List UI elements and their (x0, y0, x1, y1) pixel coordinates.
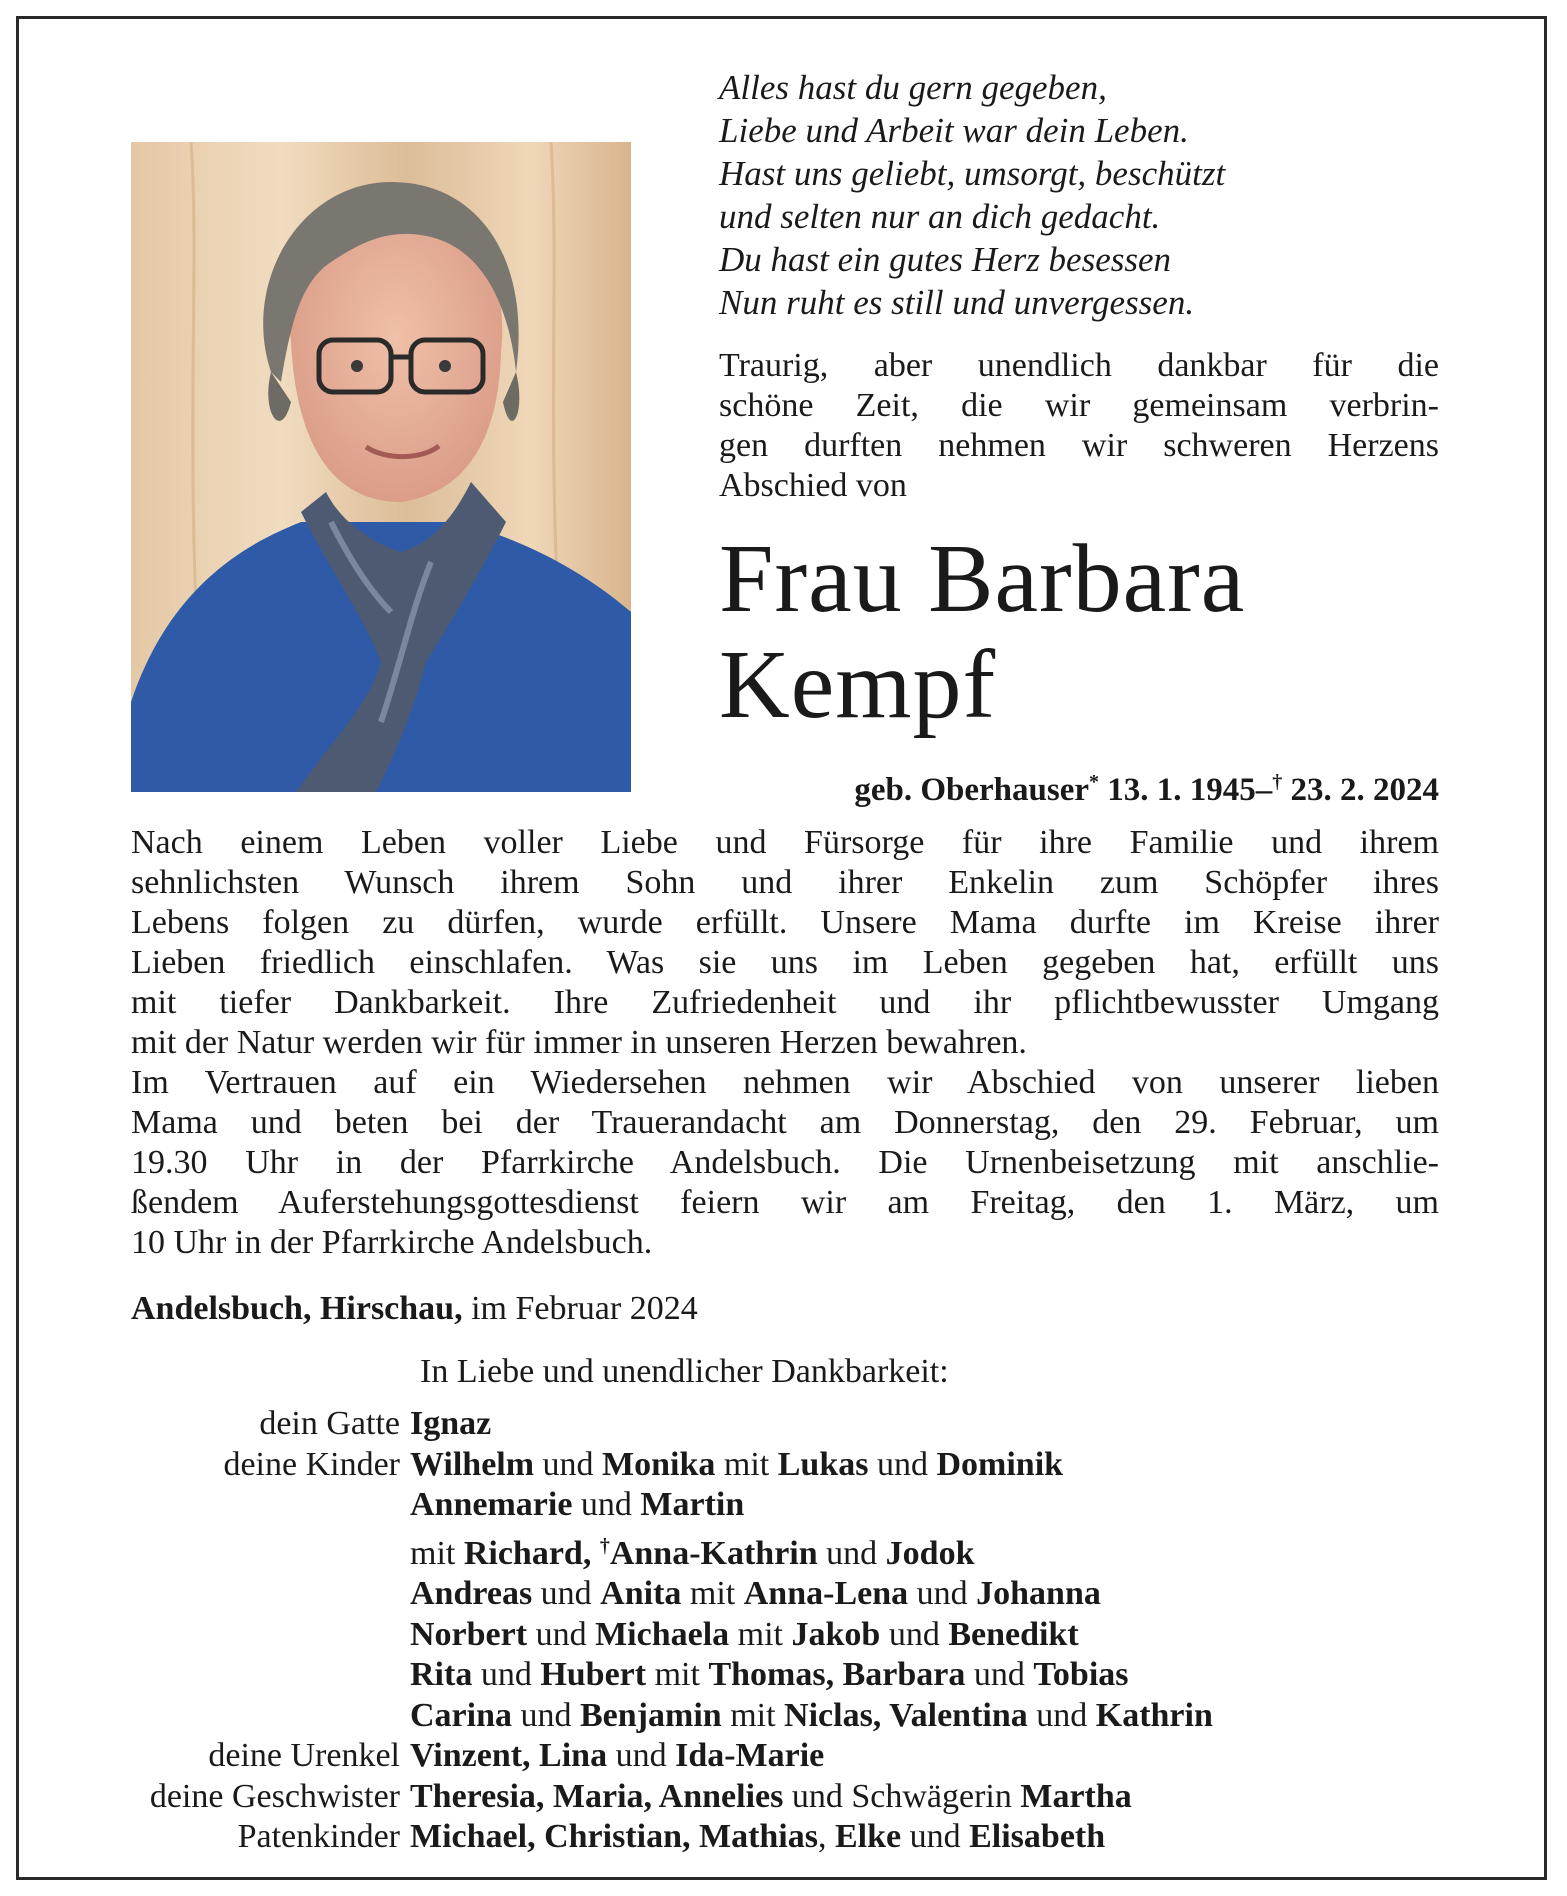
obituary-body (131, 823, 1439, 1263)
mourner-names (410, 1404, 491, 1445)
connector-text: und (472, 1656, 541, 1693)
connector-text: und (817, 1534, 886, 1572)
mourner-names (410, 1445, 1063, 1486)
mourner-names (410, 1696, 1213, 1737)
mourner-row (90, 1736, 1490, 1777)
connector-text: und (607, 1737, 676, 1774)
relation-label: deine Geschwister (149, 1777, 400, 1815)
person-name: Carina (410, 1696, 512, 1734)
person-name: Lukas (777, 1445, 869, 1483)
mourner-row (90, 1696, 1490, 1737)
greeting: In Liebe und unendlicher Dankbarkeit: (420, 1353, 949, 1390)
connector-text: und (901, 1818, 970, 1855)
person-name: Benjamin (580, 1696, 722, 1734)
person-name: Anna-Lena (743, 1575, 909, 1612)
person-name: Elisabeth (969, 1818, 1106, 1855)
connector-text: und (572, 1486, 641, 1523)
person-name: Martha (1020, 1777, 1132, 1815)
relation-label: Patenkinder (237, 1818, 400, 1855)
relation-label (90, 1526, 410, 1575)
connector-text: und (868, 1445, 937, 1483)
person-name: Jodok (885, 1534, 975, 1572)
connector-text: mit (715, 1445, 778, 1483)
intro-text (719, 346, 1439, 506)
person-name: Theresia, Maria, Annelies (410, 1777, 784, 1815)
intro-line: gen durften nehmen wir schweren Herzens (719, 427, 1439, 464)
connector-text: und (527, 1615, 596, 1653)
mourner-names (410, 1615, 1079, 1656)
mourner-names (410, 1777, 1132, 1818)
person-name: Niclas, Valentina (784, 1696, 1028, 1734)
connector-text: , (817, 1818, 835, 1855)
birth-date: 13. 1. 1945 (1107, 772, 1256, 808)
relation-label: dein Gatte (259, 1405, 400, 1442)
body-line: Lebens folgen zu dürfen, wurde erfüllt. Unsere Mama durfte im Kreise ihrer (131, 904, 1439, 941)
place-names: Andelsbuch, Hirschau, (131, 1290, 463, 1327)
person-name: Thomas, Barbara (708, 1656, 966, 1693)
death-cross-icon: † (1272, 771, 1283, 793)
mourner-row (90, 1526, 1490, 1575)
person-name: Rita (410, 1656, 473, 1693)
poem-line: Liebe und Arbeit war dein Leben. (719, 111, 1189, 150)
person-name: Michaela (595, 1615, 730, 1653)
relation-label (90, 1574, 410, 1615)
connector-text: mit (681, 1575, 744, 1612)
intro-line: Traurig, aber unendlich dankbar für die (719, 347, 1439, 384)
person-name: Anita (600, 1575, 682, 1612)
connector-text: und (880, 1615, 949, 1653)
relation-label: deine Kinder (223, 1445, 400, 1483)
mourner-row (90, 1445, 1490, 1486)
poem-line: Alles hast du gern gegeben, (719, 68, 1107, 107)
mourner-row (90, 1404, 1490, 1445)
mourner-row (90, 1485, 1490, 1526)
body-line: Lieben friedlich einschlafen. Was sie uns im Leben gegeben hat, erfüllt uns (131, 944, 1439, 981)
person-name: Monika (602, 1445, 716, 1483)
maiden-name: geb. Oberhauser (854, 772, 1089, 808)
intro-line: schöne Zeit, die wir gemeinsam verbrin- (719, 387, 1439, 424)
connector-text: und (908, 1575, 977, 1612)
person-name: Anna-Kathrin (609, 1534, 818, 1572)
place-and-date (131, 1289, 698, 1329)
connector-text: mit (721, 1696, 785, 1734)
body-line: Im Vertrauen auf ein Wiedersehen nehmen wir Abschied von unserer lieben (131, 1064, 1439, 1101)
connector-text: mit (646, 1656, 709, 1693)
body-line: ßendem Auferstehungsgottesdienst feiern wir am Freitag, den 1. März, um (131, 1184, 1439, 1221)
name-line-1: Frau Barbara (719, 525, 1246, 633)
intro-line: Abschied von (719, 467, 907, 504)
mourner-names (410, 1574, 1101, 1615)
person-name: Jakob (791, 1615, 881, 1653)
body-line: Mama und beten bei der Trauerandacht am Donnerstag, den 29. Februar, um (131, 1104, 1439, 1141)
relation-label (90, 1485, 410, 1526)
poem-line: Hast uns geliebt, umsorgt, beschützt (719, 154, 1226, 193)
person-name: Kathrin (1095, 1696, 1213, 1734)
connector-text: und (965, 1656, 1034, 1693)
connector-text: mit (729, 1615, 792, 1653)
mourner-row (90, 1655, 1490, 1696)
mourner-names (410, 1655, 1129, 1696)
body-line: mit der Natur werden wir für immer in unseren Herzen bewahren. (131, 1024, 1027, 1061)
poem-line: und selten nur an dich gedacht. (719, 197, 1161, 236)
poem-line: Nun ruht es still und unvergessen. (719, 283, 1195, 322)
person-name: Michael, Christian, Mathias (410, 1818, 818, 1855)
person-name: Richard, (463, 1534, 600, 1572)
connector-text: mit (410, 1534, 464, 1572)
body-line: Nach einem Leben voller Liebe und Fürsorge für ihre Familie und ihrem (131, 824, 1439, 861)
person-name: Martin (640, 1486, 745, 1523)
relation-label (90, 1696, 410, 1737)
connector-text: und (534, 1445, 603, 1483)
person-name: Dominik (936, 1445, 1064, 1483)
portrait-photo (131, 142, 631, 792)
cross-icon: † (599, 1534, 610, 1557)
mourner-row (90, 1777, 1490, 1818)
body-line: sehnlichsten Wunsch ihrem Sohn und ihrer Enkelin zum Schöpfer ihres (131, 864, 1439, 901)
name-line-2: Kempf (719, 631, 997, 739)
body-line: mit tiefer Dankbarkeit. Ihre Zufriedenheit und ihr pflichtbewusster Umgang (131, 984, 1439, 1021)
relation-label: deine Urenkel (208, 1737, 400, 1774)
person-name: Wilhelm (410, 1445, 535, 1483)
person-name: Vinzent, Lina (410, 1737, 608, 1774)
person-name: Ida-Marie (675, 1737, 825, 1774)
place-date: im Februar 2024 (462, 1290, 698, 1327)
person-name: Hubert (540, 1656, 647, 1693)
mourner-names (410, 1736, 824, 1777)
person-name: Johanna (976, 1575, 1101, 1612)
body-line: 10 Uhr in der Pfarrkirche Andelsbuch. (131, 1224, 653, 1261)
mourner-row (90, 1574, 1490, 1615)
connector-text: und (532, 1575, 601, 1612)
body-line: 19.30 Uhr in der Pfarrkirche Andelsbuch. Die Urnenbeisetzung mit anschlie- (131, 1144, 1439, 1181)
death-date: 23. 2. 2024 (1290, 772, 1439, 808)
life-dates (719, 762, 1439, 810)
deceased-name (719, 526, 1479, 738)
person-name: Andreas (410, 1575, 533, 1612)
connector-text: und (1027, 1696, 1096, 1734)
mourner-names (410, 1817, 1105, 1858)
mourners-list (90, 1404, 1490, 1858)
connector-text: und Schwägerin (783, 1777, 1021, 1815)
poem (719, 66, 1439, 324)
relation-label (90, 1655, 410, 1696)
person-name: Benedikt (948, 1615, 1079, 1653)
connector-text: und (512, 1696, 580, 1734)
person-name: Annemarie (410, 1486, 573, 1523)
relation-label (90, 1615, 410, 1656)
birth-star-icon: * (1089, 771, 1099, 793)
mourner-row (90, 1615, 1490, 1656)
person-name: Tobias (1033, 1656, 1129, 1693)
person-name: Norbert (410, 1615, 528, 1653)
mourner-row (90, 1817, 1490, 1858)
person-name: Ignaz (410, 1405, 492, 1442)
mourner-names (410, 1526, 975, 1575)
person-name: Elke (834, 1818, 902, 1855)
mourner-names (410, 1485, 744, 1526)
date-dash: – (1255, 772, 1273, 808)
poem-line: Du hast ein gutes Herz besessen (719, 240, 1172, 279)
